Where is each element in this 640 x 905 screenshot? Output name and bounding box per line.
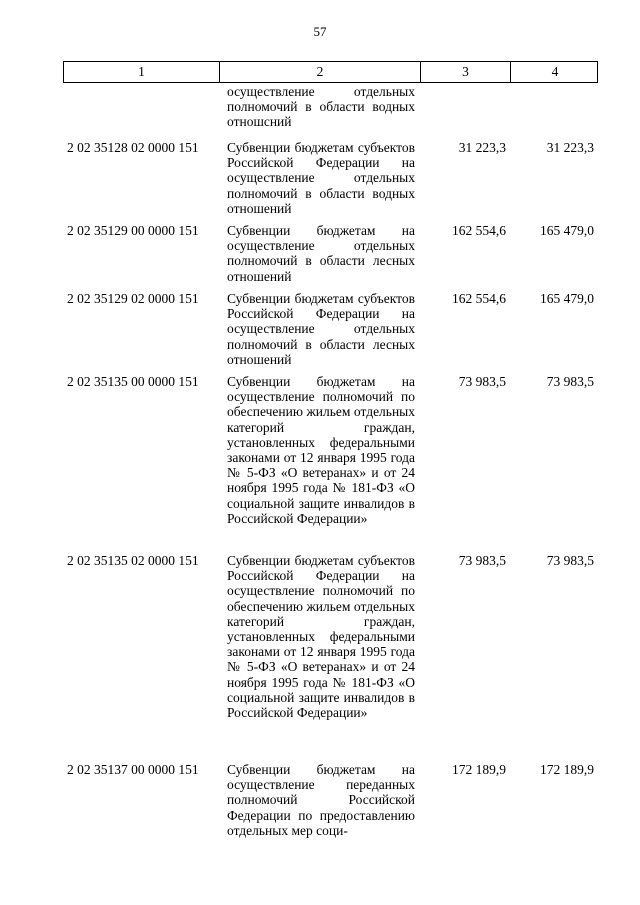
row-description: Субвенции бюджетам субъектов Российской Федерации на осуществление полномочий по обеспечению жильем отдельных категорий граждан, установленных федеральными законами от 12 января 1995 года № 5-ФЗ «О ветеранах» и от 24 ноября 1995 года № 181-ФЗ «О социальной защите инвалидов в Российской Федерации»: [227, 553, 415, 721]
row-value-col3: 73 983,5: [458, 374, 506, 389]
row-value-col4: 172 189,9: [540, 762, 594, 777]
header-col-3: 3: [462, 64, 469, 79]
row-value-col4: 165 479,0: [540, 291, 594, 306]
row-value-col4: 165 479,0: [540, 223, 594, 238]
row-value-col3: 162 554,6: [452, 223, 506, 238]
row-description: Субвенции бюджетам субъектов Российской Федерации на осуществление отдельных полномочий в области водных отношений: [227, 140, 415, 216]
row-description: Субвенции бюджетам субъектов Российской Федерации на осуществление отдельных полномочий в области лесных отношений: [227, 291, 415, 367]
header-col-1: 1: [138, 64, 145, 79]
row-value-col3: 162 554,6: [452, 291, 506, 306]
row-value-col3: 31 223,3: [458, 140, 506, 155]
row-code: 2 02 35129 00 0000 151: [67, 223, 199, 238]
row-value-col3: 73 983,5: [458, 553, 506, 568]
row-description: Субвенции бюджетам на осуществление переданных полномочий Российской Федерации по предоставлению отдельных мер соци-: [227, 762, 415, 838]
table-header: [63, 61, 598, 83]
header-col-2: 2: [316, 64, 324, 79]
row-value-col3: 172 189,9: [452, 762, 506, 777]
row-description: Субвенции бюджетам на осуществление отдельных полномочий в области лесных отношений: [227, 223, 415, 284]
continuation-text: осуществление отдельных полномочий в области водных отношсний: [227, 84, 415, 130]
row-value-col4: 73 983,5: [546, 553, 594, 568]
header-col-4: 4: [551, 64, 559, 79]
row-value-col4: 31 223,3: [546, 140, 594, 155]
row-value-col4: 73 983,5: [546, 374, 594, 389]
page-number: 57: [313, 24, 327, 39]
row-code: 2 02 35137 00 0000 151: [67, 762, 199, 777]
row-code: 2 02 35135 00 0000 151: [67, 374, 199, 389]
row-description: Субвенции бюджетам на осуществление полномочий по обеспечению жильем отдельных категорий граждан, установленных федеральными законами от 12 января 1995 года № 5-ФЗ «О ветеранах» и от 24 ноября 1995 года № 181-ФЗ «О социальной защите инвалидов в Российской Федерации»: [227, 374, 415, 526]
row-code: 2 02 35135 02 0000 151: [67, 553, 199, 568]
row-code: 2 02 35128 02 0000 151: [67, 140, 199, 155]
row-code: 2 02 35129 02 0000 151: [67, 291, 199, 306]
